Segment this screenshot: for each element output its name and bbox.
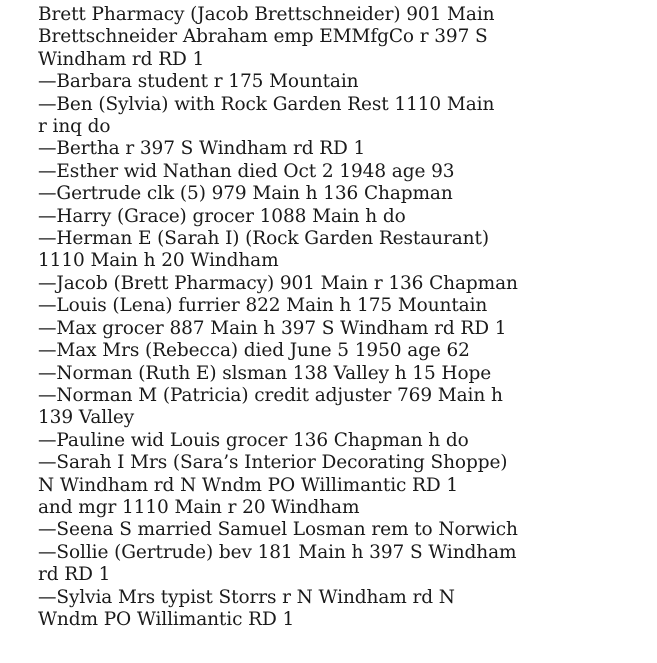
- entry-continuation-line: rd RD 1: [38, 564, 111, 586]
- entry-line: —Gertrude clk (5) 979 Main h 136 Chapman: [38, 183, 453, 205]
- entry-line: —Louis (Lena) furrier 822 Main h 175 Mountain: [38, 295, 488, 317]
- entry-line: —Max grocer 887 Main h 397 S Windham rd RD 1: [38, 317, 507, 339]
- directory-entry: [38, 138, 651, 160]
- entry-line: —Harry (Grace) grocer 1088 Main h do: [38, 205, 406, 227]
- directory-entry: [38, 94, 651, 139]
- directory-entry: [38, 363, 651, 385]
- entry-line: Brettschneider Abraham emp EMMfgCo r 397 S: [38, 26, 488, 48]
- entry-line: —Bertha r 397 S Windham rd RD 1: [38, 138, 366, 160]
- entry-line: Brett Pharmacy (Jacob Brettschneider) 901 Main: [38, 4, 495, 25]
- entry-line: —Max Mrs (Rebecca) died June 5 1950 age 62: [38, 340, 470, 362]
- directory-entry: [38, 228, 651, 273]
- entry-line: —Sylvia Mrs typist Storrs r N Windham rd N: [38, 586, 455, 608]
- entry-continuation-line: and mgr 1110 Main r 20 Windham: [38, 496, 360, 518]
- entry-line: —Ben (Sylvia) with Rock Garden Rest 1110 Main: [38, 93, 495, 115]
- entry-line: —Pauline wid Louis grocer 136 Chapman h do: [38, 429, 469, 451]
- directory-entry: [38, 295, 651, 317]
- entry-continuation-line: N Windham rd N Wndm PO Willimantic RD 1: [38, 474, 459, 496]
- directory-entry: [38, 318, 651, 340]
- directory-entry: [38, 542, 651, 587]
- entry-line: —Esther wid Nathan died Oct 2 1948 age 93: [38, 160, 455, 182]
- entry-line: —Seena S married Samuel Losman rem to Norwich: [38, 519, 518, 541]
- entry-continuation-line: r inq do: [38, 116, 111, 138]
- entry-line: —Barbara student r 175 Mountain: [38, 71, 359, 93]
- entry-continuation-line: 1110 Main h 20 Windham: [38, 250, 279, 272]
- directory-entry: [38, 4, 651, 26]
- directory-entry: [38, 206, 651, 228]
- directory-entry: [38, 26, 651, 71]
- directory-entry: [38, 587, 651, 632]
- directory-entry: [38, 385, 651, 430]
- directory-entry: [38, 452, 651, 519]
- directory-entry: [38, 183, 651, 205]
- entry-line: —Sollie (Gertrude) bev 181 Main h 397 S Windham: [38, 541, 517, 563]
- directory-entry: [38, 273, 651, 295]
- entry-line: —Jacob (Brett Pharmacy) 901 Main r 136 Chapman: [38, 272, 518, 294]
- entry-line: —Norman (Ruth E) slsman 138 Valley h 15 Hope: [38, 362, 492, 384]
- entry-line: —Herman E (Sarah I) (Rock Garden Restaurant): [38, 228, 489, 250]
- directory-entry: [38, 71, 651, 93]
- directory-entry: [38, 340, 651, 362]
- directory-entry: [38, 519, 651, 541]
- entry-continuation-line: Wndm PO Willimantic RD 1: [38, 608, 295, 630]
- entry-line: —Norman M (Patricia) credit adjuster 769 Main h: [38, 384, 503, 406]
- entry-continuation-line: Windham rd RD 1: [38, 48, 205, 70]
- entry-continuation-line: 139 Valley: [38, 407, 135, 429]
- directory-entry: [38, 430, 651, 452]
- directory-entry: [38, 161, 651, 183]
- entry-line: —Sarah I Mrs (Sara’s Interior Decorating Shoppe): [38, 452, 508, 474]
- directory-listing: [38, 4, 651, 631]
